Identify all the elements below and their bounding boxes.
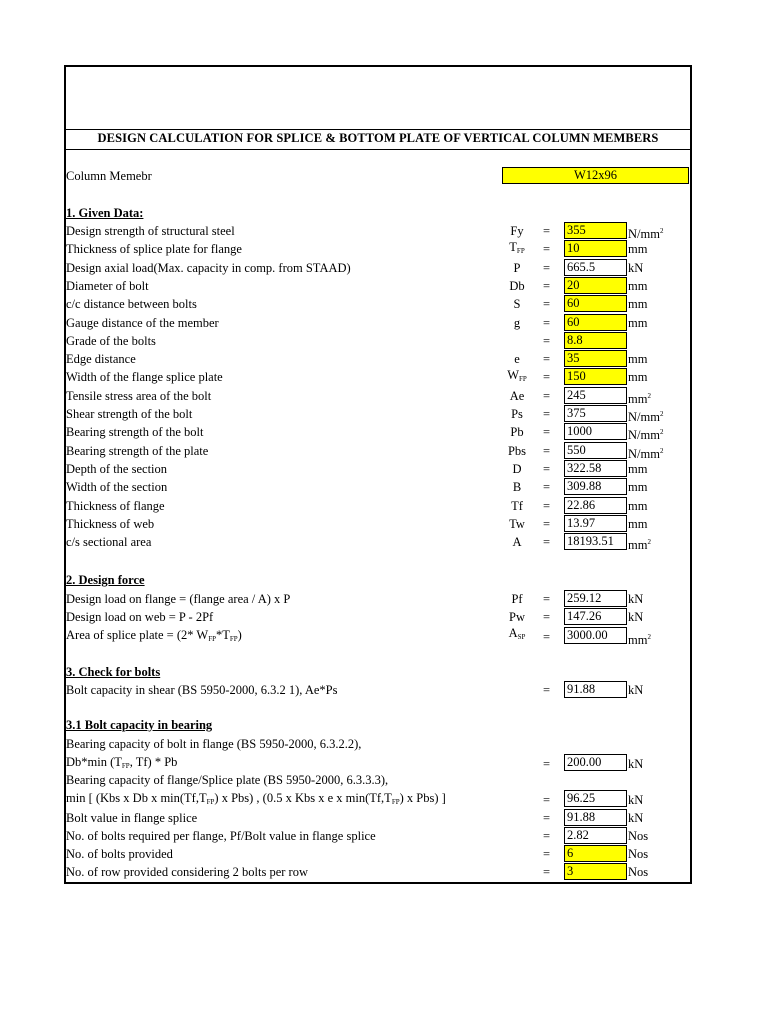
equals-sign: =	[543, 793, 551, 807]
equals-sign: =	[543, 444, 551, 458]
given-data-heading: 1. Given Data:	[66, 206, 144, 220]
given-row-symbol: e	[514, 352, 520, 366]
given-row-unit: mm	[628, 370, 648, 384]
given-row-unit: mm	[628, 462, 648, 476]
given-row-label: Gauge distance of the member	[66, 316, 219, 330]
given-row-value-cell[interactable]: 20	[564, 277, 627, 294]
equals-sign: =	[543, 610, 551, 624]
given-row-value-cell[interactable]: 665.5	[564, 259, 627, 276]
splice-area-label: Area of splice plate = (2* $W_{FP}*T_{FP}$)	[66, 628, 242, 643]
equals-sign: =	[543, 499, 551, 513]
given-row-unit: mm	[628, 279, 648, 293]
given-row-unit: mm	[628, 242, 648, 256]
equals-sign: =	[543, 261, 551, 275]
given-row-symbol: Pb	[510, 425, 524, 439]
given-row-value-cell[interactable]: 550	[564, 442, 627, 459]
bolt-shear-unit: kN	[628, 683, 644, 697]
equals-sign: =	[543, 517, 551, 531]
given-row-label: Bearing strength of the plate	[66, 444, 209, 458]
check-bolts-heading: 3. Check for bolts	[66, 665, 161, 679]
title-rule-bottom	[66, 149, 690, 150]
given-row-label: Shear strength of the bolt	[66, 407, 193, 421]
given-row-label: Width of the section	[66, 480, 168, 494]
bearing-row-value-cell[interactable]: 2.82	[564, 827, 627, 844]
given-row-value-cell[interactable]: 355	[564, 222, 627, 239]
bearing-bolt-label-line1: Bearing capacity of bolt in flange (BS 5950-2000, 6.3.2.2),	[66, 737, 362, 751]
equals-sign: =	[543, 224, 551, 238]
given-row-label: Diameter of bolt	[66, 279, 149, 293]
given-row-symbol: S	[513, 297, 521, 311]
given-row-symbol: $T_{FP}$	[509, 240, 525, 255]
equals-sign: =	[543, 535, 551, 549]
bolt-shear-label: Bolt capacity in shear (BS 5950-2000, 6.3.2 1), Ae*Ps	[66, 683, 338, 697]
equals-sign: =	[543, 407, 551, 421]
given-row-symbol: Tf	[511, 499, 523, 513]
given-row-value-cell[interactable]: 375	[564, 405, 627, 422]
force-row-symbol: Pw	[509, 610, 525, 624]
given-row-value-cell[interactable]: 22.86	[564, 497, 627, 514]
bearing-row-label: No. of bolts required per flange, Pf/Bolt value in flange splice	[66, 829, 376, 843]
given-row-symbol: Tw	[509, 517, 525, 531]
given-row-value-cell[interactable]: 35	[564, 350, 627, 367]
given-row-symbol: B	[512, 480, 522, 494]
given-row-symbol: A	[512, 535, 522, 549]
given-row-unit: mm	[628, 352, 648, 366]
given-row-label: Edge distance	[66, 352, 136, 366]
bearing-bolt-unit: kN	[628, 757, 644, 771]
bearing-plate-value-cell[interactable]: 96.25	[564, 790, 627, 807]
given-row-label: c/s sectional area	[66, 535, 152, 549]
bearing-bolt-value-cell[interactable]: 200.00	[564, 754, 627, 771]
equals-sign: =	[543, 829, 551, 843]
equals-sign: =	[543, 757, 551, 771]
given-row-symbol: Ae	[509, 389, 525, 403]
column-value-cell[interactable]: W12x96	[502, 167, 689, 184]
equals-sign: =	[543, 370, 551, 384]
given-row-value-cell[interactable]: 10	[564, 240, 627, 257]
given-row-symbol: Pbs	[507, 444, 527, 458]
force-row-symbol: Pf	[511, 592, 523, 606]
bearing-plate-unit: kN	[628, 793, 644, 807]
given-row-label: Thickness of flange	[66, 499, 165, 513]
given-row-symbol: D	[512, 462, 522, 476]
equals-sign: =	[543, 279, 551, 293]
given-row-value-cell[interactable]: 60	[564, 295, 627, 312]
bearing-row-label: No. of bolts provided	[66, 847, 173, 861]
given-row-unit: mm	[628, 517, 648, 531]
given-row-value-cell[interactable]: 150	[564, 368, 627, 385]
bearing-row-label: Bolt value in flange splice	[66, 811, 198, 825]
equals-sign: =	[543, 683, 551, 697]
given-row-value-cell[interactable]: 1000	[564, 423, 627, 440]
given-row-label: Design axial load(Max. capacity in comp. from STAAD)	[66, 261, 351, 275]
given-row-unit: mm	[628, 316, 648, 330]
bearing-bolt-label-line2: Db*min ($T_{FP}$, Tf) * Pb	[66, 755, 178, 770]
given-row-label: c/c distance between bolts	[66, 297, 197, 311]
equals-sign: =	[543, 297, 551, 311]
given-row-label: Depth of the section	[66, 462, 168, 476]
given-row-unit: $N/mm^2$	[628, 428, 664, 442]
given-row-unit: mm	[628, 480, 648, 494]
force-row-value-cell[interactable]: 259.12	[564, 590, 627, 607]
equals-sign: =	[543, 334, 551, 348]
given-row-label: Grade of the bolts	[66, 334, 156, 348]
force-row-value-cell[interactable]: 147.26	[564, 608, 627, 625]
given-row-label: Thickness of splice plate for flange	[66, 242, 242, 256]
given-row-unit: $mm^2$	[628, 392, 651, 406]
force-row-unit: kN	[628, 610, 644, 624]
force-row-label: Design load on flange = (flange area / A) x P	[66, 592, 291, 606]
equals-sign: =	[543, 592, 551, 606]
equals-sign: =	[543, 462, 551, 476]
given-row-label: Bearing strength of the bolt	[66, 425, 204, 439]
given-row-label: Tensile stress area of the bolt	[66, 389, 212, 403]
design-force-heading: 2. Design force	[66, 573, 145, 587]
given-row-value-cell[interactable]: 8.8	[564, 332, 627, 349]
equals-sign: =	[543, 480, 551, 494]
given-row-symbol: Db	[509, 279, 525, 293]
given-row-symbol: $W_{FP}$	[507, 368, 527, 383]
given-row-value-cell[interactable]: 322.58	[564, 460, 627, 477]
bearing-row-value-cell[interactable]: 3	[564, 863, 627, 880]
bearing-row-unit: Nos	[628, 865, 649, 879]
given-row-value-cell[interactable]: 13.97	[564, 515, 627, 532]
given-row-symbol: Fy	[510, 224, 524, 238]
given-row-unit: $N/mm^2$	[628, 447, 664, 461]
given-row-unit: $mm^2$	[628, 538, 651, 552]
bearing-row-value-cell[interactable]: 6	[564, 845, 627, 862]
splice-area-symbol: $A_{SP}$	[508, 626, 526, 641]
bearing-plate-label-line2: min [ (Kbs x Db x $\min(Tf,T_{FP})$ x Pbs) , (0.5 x Kbs x e x $\min(Tf,T_{FP})$ x Pbs) ]	[66, 791, 446, 806]
equals-sign: =	[543, 316, 551, 330]
equals-sign: =	[543, 630, 551, 644]
given-row-symbol: P	[513, 261, 521, 275]
title-rule-top	[66, 129, 690, 130]
bearing-heading: 3.1 Bolt capacity in bearing	[66, 718, 213, 732]
given-row-label: Thickness of web	[66, 517, 155, 531]
given-row-value-cell[interactable]: 18193.51	[564, 533, 627, 550]
bearing-row-value-cell[interactable]: 91.88	[564, 809, 627, 826]
given-row-symbol: g	[513, 316, 521, 330]
given-row-symbol: Ps	[511, 407, 523, 421]
given-row-label: Design strength of structural steel	[66, 224, 235, 238]
given-row-unit: mm	[628, 297, 648, 311]
bearing-row-unit: Nos	[628, 829, 649, 843]
equals-sign: =	[543, 865, 551, 879]
given-row-value-cell[interactable]: 60	[564, 314, 627, 331]
bearing-plate-label-line1: Bearing capacity of flange/Splice plate (BS 5950-2000, 6.3.3.3),	[66, 773, 389, 787]
equals-sign: =	[543, 425, 551, 439]
splice-area-value-cell[interactable]: 3000.00	[564, 627, 627, 644]
given-row-value-cell[interactable]: 245	[564, 387, 627, 404]
bearing-row-unit: kN	[628, 811, 644, 825]
equals-sign: =	[543, 242, 551, 256]
given-row-unit: $N/mm^2$	[628, 410, 664, 424]
page-title: DESIGN CALCULATION FOR SPLICE & BOTTOM PLATE OF VERTICAL COLUMN MEMBERS	[97, 131, 659, 145]
given-row-unit: mm	[628, 499, 648, 513]
given-row-label: Width of the flange splice plate	[66, 370, 223, 384]
given-row-unit: $N/mm^2$	[628, 227, 664, 241]
force-row-label: Design load on web = P - 2Pf	[66, 610, 214, 624]
equals-sign: =	[543, 352, 551, 366]
given-row-value-cell[interactable]: 309.88	[564, 478, 627, 495]
bolt-shear-value-cell[interactable]: 91.88	[564, 681, 627, 698]
equals-sign: =	[543, 847, 551, 861]
bearing-row-label: No. of row provided considering 2 bolts per row	[66, 865, 308, 879]
force-row-unit: kN	[628, 592, 644, 606]
column-label: Column Memebr	[66, 169, 152, 183]
given-row-unit: kN	[628, 261, 644, 275]
equals-sign: =	[543, 811, 551, 825]
splice-area-unit: $mm^2$	[628, 633, 651, 647]
equals-sign: =	[543, 389, 551, 403]
bearing-row-unit: Nos	[628, 847, 649, 861]
